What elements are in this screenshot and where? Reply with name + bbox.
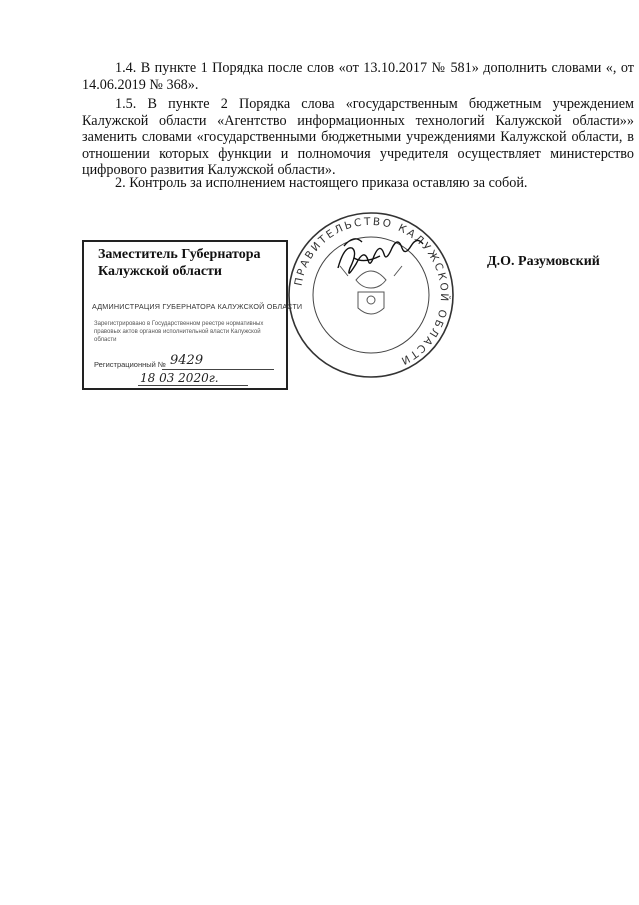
seal-inner-ring: [313, 237, 429, 353]
registration-date-line: [138, 385, 248, 386]
government-seal: [286, 210, 456, 380]
signer-position-line2: Калужской области: [98, 264, 222, 279]
registration-number: 9429: [170, 353, 204, 368]
stamp-organization: АДМИНИСТРАЦИЯ ГУБЕРНАТОРА КАЛУЖСКОЙ ОБЛАСТИ: [92, 302, 303, 311]
paragraph-2: 2. Контроль за исполнением настоящего приказа оставляю за собой.: [115, 175, 528, 191]
seal-ring-text: ПРАВИТЕЛЬСТВО КАЛУЖСКОЙ ОБЛАСТИ: [292, 215, 451, 368]
registration-stamp: [82, 240, 303, 390]
paragraph-1-5: 1.5. В пункте 2 Порядка слова «государственным бюджетным учреждением Калужской области «Агентство информационных технологий Калужской области»» заменить словами «государственными бюджетными учреждениями Калужской области, в отношении которых функции и полномочия учредителя осуществляет министерство цифрового развития Калужской области».: [82, 96, 634, 179]
signer-position: [98, 246, 261, 280]
paragraph-1-4: 1.4. В пункте 1 Порядка после слов «от 13.10.2017 № 581» дополнить словами «, от 14.06.2019 № 368».: [82, 60, 634, 93]
registration-number-label: Регистрационный №: [94, 360, 166, 369]
stamp-note: Зарегистрировано в Государственном реестре нормативных правовых актов органов исполнительной власти Калужской области: [94, 321, 264, 343]
registration-date: 18 03 2020г.: [140, 371, 219, 385]
registration-number-line: [162, 369, 274, 370]
seal-outer-ring: [289, 213, 453, 377]
signer-position-line1: Заместитель Губернатора: [98, 247, 261, 262]
signer-name: Д.О. Разумовский: [487, 254, 600, 269]
handwritten-signature-icon: [338, 239, 423, 273]
